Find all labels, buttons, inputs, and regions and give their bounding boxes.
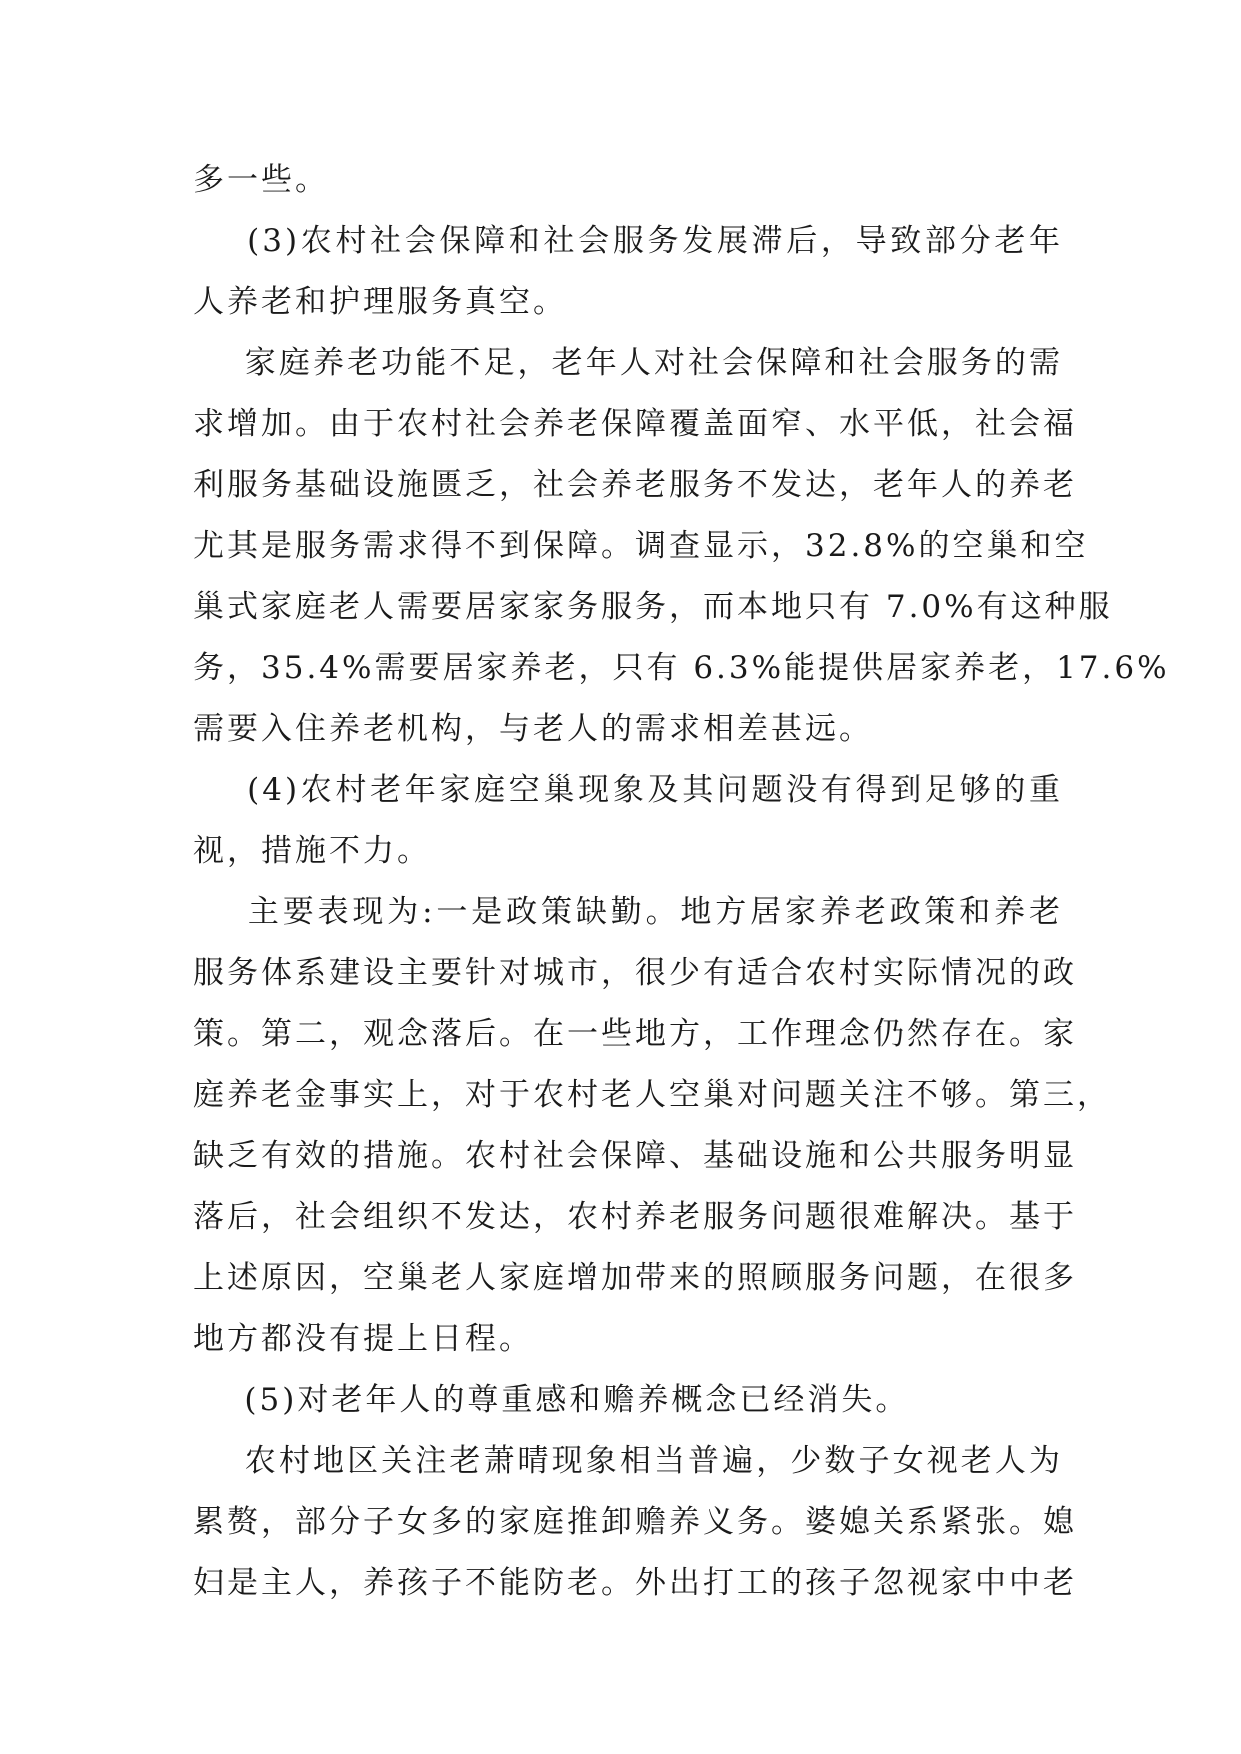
text-line: (4)农村老年家庭空巢现象及其问题没有得到足够的重 (193, 772, 1063, 808)
body-text (193, 150, 1170, 1614)
text-line: 多一些。 (193, 162, 329, 198)
text-line: 服务体系建设主要针对城市，很少有适合农村实际情况的政 (193, 955, 1077, 991)
text-line: (3)农村社会保障和社会服务发展滞后，导致部分老年 (193, 223, 1063, 259)
text-line: 农村地区关注老萧晴现象相当普遍，少数子女视老人为 (193, 1443, 1063, 1479)
text-line: 地方都没有提上日程。 (193, 1321, 533, 1357)
text-line: 需要入住养老机构，与老人的需求相差甚远。 (193, 711, 873, 747)
text-line: (5)对老年人的尊重感和赡养概念已经消失。 (193, 1382, 910, 1418)
text-line: 视，措施不力。 (193, 833, 431, 869)
text-line: 求增加。由于农村社会养老保障覆盖面窄、水平低，社会福 (193, 406, 1077, 442)
text-line: 家庭养老功能不足，老年人对社会保障和社会服务的需 (193, 345, 1063, 381)
text-line: 尤其是服务需求得不到保障。调查显示，32.8%的空巢和空 (193, 528, 1089, 564)
text-line: 人养老和护理服务真空。 (193, 284, 567, 320)
text-line: 落后，社会组织不发达，农村养老服务问题很难解决。基于 (193, 1199, 1077, 1235)
text-line: 务，35.4%需要居家养老，只有 6.3%能提供居家养老，17.6% (193, 650, 1170, 686)
text-line: 累赘，部分子女多的家庭推卸赡养义务。婆媳关系紧张。媳 (193, 1504, 1077, 1540)
text-line: 利服务基础设施匮乏，社会养老服务不发达，老年人的养老 (193, 467, 1077, 503)
text-line: 主要表现为:一是政策缺勤。地方居家养老政策和养老 (193, 894, 1063, 930)
text-line: 上述原因，空巢老人家庭增加带来的照顾服务问题，在很多 (193, 1260, 1077, 1296)
text-line: 妇是主人，养孩子不能防老。外出打工的孩子忽视家中中老 (193, 1565, 1077, 1601)
text-line: 庭养老金事实上，对于农村老人空巢对问题关注不够。第三， (193, 1077, 1111, 1113)
text-line: 缺乏有效的措施。农村社会保障、基础设施和公共服务明显 (193, 1138, 1077, 1174)
text-line: 巢式家庭老人需要居家家务服务，而本地只有 7.0%有这种服 (193, 589, 1113, 625)
text-line: 策。第二，观念落后。在一些地方，工作理念仍然存在。家 (193, 1016, 1077, 1052)
